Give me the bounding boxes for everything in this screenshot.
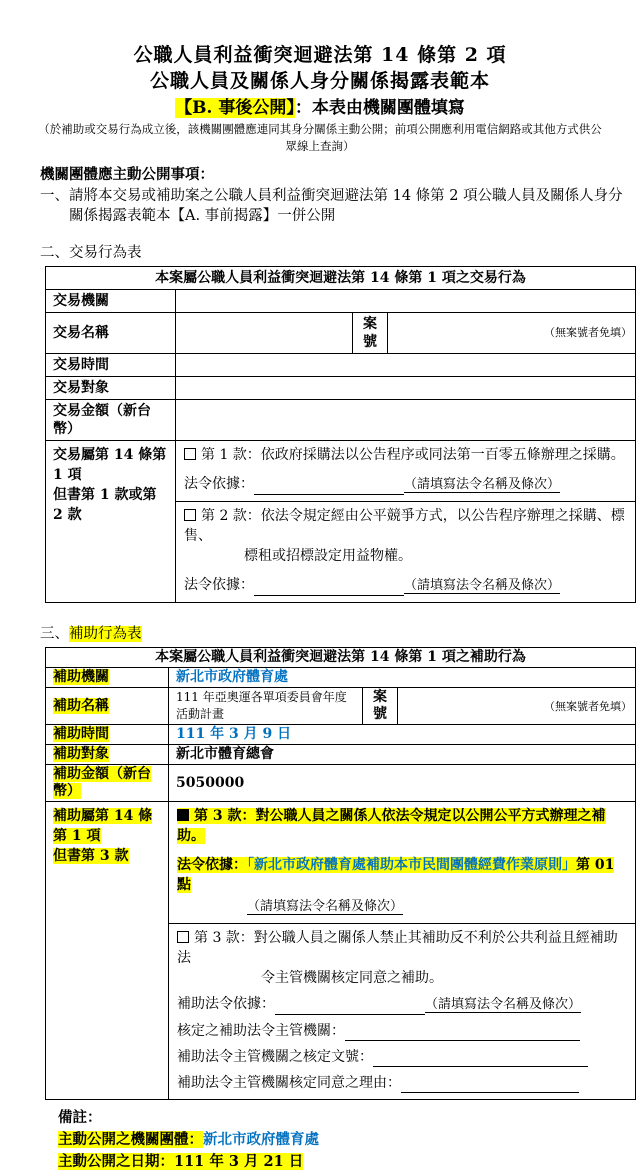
law-basis-note: （請填寫法令名稱及條次）: [404, 477, 561, 492]
transaction-agency-field[interactable]: [176, 290, 636, 313]
publishing-org-value: 新北市政府體育處: [203, 1131, 319, 1148]
publishing-org-line: [58, 1129, 640, 1150]
table-row: [46, 668, 636, 688]
law-basis-label: 法令依據：: [184, 476, 254, 492]
subsidy-checked-law-line: [177, 855, 627, 895]
transaction-clause-label: [46, 441, 176, 603]
table-row: [46, 354, 636, 377]
publication-type-suffix: ：本表由機關團體填寫: [294, 98, 465, 118]
law-basis-label: 法令依據：: [177, 857, 247, 873]
transaction-counterparty-field[interactable]: [176, 377, 636, 400]
checkbox-unchecked-icon[interactable]: [177, 931, 189, 943]
subsidy-unchecked-option-text-line1: 第 3 款：對公職人員之關係人禁止其補助反不利於公共利益且經補助法: [177, 930, 618, 966]
subsidy-name-label: 補助名稱: [46, 688, 169, 725]
transaction-name-label: 交易名稱: [46, 313, 176, 354]
subsidy-amount-value: 5050000: [169, 765, 636, 802]
subsidy-case-no-note: （無案號者免填）: [398, 688, 636, 725]
law-basis-name: 「新北市政府體育處補助本市民間團體經費作業原則」: [247, 857, 576, 873]
table-row: [46, 267, 636, 290]
transaction-amount-field[interactable]: [176, 400, 636, 441]
subsidy-doc-no-line: [177, 1047, 627, 1067]
subsidy-approver-label: 核定之補助法令主管機關：: [177, 1023, 345, 1039]
subsidy-approver-line: [177, 1021, 627, 1041]
notice-item-1: [40, 186, 632, 226]
transaction-option2-text-line1: 第 2 款：依法令規定經由公平競爭方式，以公告程序辦理之採購、標售、: [184, 508, 625, 544]
law-basis-note: （請填寫法令名稱及條次）: [404, 578, 561, 593]
transaction-option1-law-line: [184, 474, 627, 495]
subsidy-checked-option-cell: [169, 802, 636, 924]
transaction-time-label: 交易時間: [46, 354, 176, 377]
transaction-clause-label-line1: 交易屬第 14 條第 1 項: [53, 447, 167, 483]
transaction-option2-cell: [176, 502, 636, 603]
subsidy-checked-option-line: [177, 806, 627, 846]
subsidy-amount-label: 補助金額（新台幣）: [46, 765, 169, 802]
table-row: [46, 441, 636, 502]
checkbox-unchecked-icon[interactable]: [184, 509, 196, 521]
transaction-time-field[interactable]: [176, 354, 636, 377]
header-parenthetical-note: （於補助或交易行為成立後，該機關團體應連同其身分關係主動公開；前項公開應利用電信網路或其他方式供公眾線上查詢）: [38, 122, 602, 153]
subsidy-target-value: 新北市體育總會: [169, 745, 636, 765]
table-row: [46, 648, 636, 668]
subsidy-heading-highlight: 補助行為表: [69, 626, 142, 642]
table-row: [46, 802, 636, 924]
subsidy-checked-law-note: （請填寫法令名稱及條次）: [247, 899, 404, 914]
transaction-option2-line: [184, 506, 627, 546]
publication-type-badge: 【B. 事後公開】: [175, 98, 295, 118]
transaction-case-no-note: （無案號者免填）: [388, 313, 636, 354]
subsidy-clause-label: [46, 802, 169, 1100]
publishing-date-text: 主動公開之日期：111 年 3 月 21 日: [58, 1153, 304, 1170]
subsidy-clause-label-line1: 補助屬第 14 條第 1 項: [53, 808, 153, 844]
subsidy-table: [45, 647, 636, 1100]
transaction-amount-label: 交易金額（新台幣）: [46, 400, 176, 441]
subsidy-time-label: 補助時間: [46, 725, 169, 745]
checkbox-checked-icon[interactable]: [177, 809, 189, 821]
subsidy-target-label: 補助對象: [46, 745, 169, 765]
notice-heading: 機關團體應主動公開事項：: [40, 166, 214, 183]
subsidy-approver-field[interactable]: [345, 1026, 580, 1041]
subsidy-reason-label: 補助法令主管機關核定同意之理由：: [177, 1075, 401, 1091]
table-row: [46, 725, 636, 745]
subsidy-reason-line: [177, 1073, 627, 1093]
law-basis-field[interactable]: [254, 581, 404, 596]
publishing-date-line: [58, 1151, 640, 1172]
subsidy-unchecked-option-line: [177, 928, 627, 968]
transaction-option1-line: [184, 445, 627, 465]
subsidy-unchecked-option-text-line2: 令主管機關核定同意之補助。: [261, 970, 443, 986]
subsidy-law-basis-line: [177, 994, 627, 1015]
subsidy-doc-no-field[interactable]: [373, 1052, 588, 1067]
law-basis-field[interactable]: [254, 480, 404, 495]
transaction-table-title: 本案屬公職人員利益衝突迴避法第 14 條第 1 項之交易行為: [46, 267, 636, 290]
subsidy-law-basis-field[interactable]: [275, 1000, 425, 1015]
checkbox-unchecked-icon[interactable]: [184, 448, 196, 460]
publishing-org-label: 主動公開之機關團體：: [58, 1131, 203, 1148]
transaction-counterparty-label: 交易對象: [46, 377, 176, 400]
transaction-option2-law-line: [184, 575, 627, 596]
transaction-option1-text: 第 1 款：依政府採購法以公告程序或同法第一百零五條辦理之採購。: [201, 447, 625, 463]
subsidy-reason-field[interactable]: [401, 1078, 579, 1093]
notice-item-1-marker: 一、: [40, 188, 69, 204]
law-basis-point: 第 01 點: [177, 857, 615, 893]
transaction-agency-label: 交易機關: [46, 290, 176, 313]
remark-label: 備註：: [58, 1109, 102, 1126]
table-row: [46, 688, 636, 725]
page-title-line2: 公職人員及關係人身分關係揭露表範本: [149, 70, 490, 92]
subsidy-clause-label-line2: 但書第 3 款: [53, 848, 129, 864]
table-row: [46, 765, 636, 802]
transaction-section-heading: 二、交易行為表: [40, 245, 142, 261]
subsidy-heading-marker: 三、: [40, 626, 69, 642]
subsidy-section-heading: [40, 624, 640, 644]
law-basis-label: 法令依據：: [184, 577, 254, 593]
transaction-clause-label-line2: 但書第 1 款或第 2 款: [53, 487, 157, 523]
page-title-line1: 公職人員利益衝突迴避法第 14 條第 2 項: [133, 44, 507, 66]
publication-type-line: [0, 96, 640, 120]
table-row: [46, 377, 636, 400]
transaction-table: [45, 266, 636, 603]
footer-notes: [58, 1108, 640, 1172]
table-row: [46, 313, 636, 354]
subsidy-table-title: 本案屬公職人員利益衝突迴避法第 14 條第 1 項之補助行為: [46, 648, 636, 668]
subsidy-agency-value: 新北市政府體育處: [169, 668, 636, 688]
subsidy-agency-label: 補助機關: [46, 668, 169, 688]
table-row: [46, 745, 636, 765]
document-header: [0, 0, 640, 155]
subsidy-law-basis-note: （請填寫法令名稱及條次）: [425, 997, 582, 1012]
table-row: [46, 290, 636, 313]
subsidy-checked-option-text: 第 3 款：對公職人員之關係人依法令規定以公開公平方式辦理之補助。: [177, 808, 606, 844]
subsidy-unchecked-option-cell: [169, 924, 636, 1100]
disclosure-notice: [40, 165, 632, 226]
subsidy-doc-no-label: 補助法令主管機關之核定文號：: [177, 1049, 373, 1065]
transaction-name-field[interactable]: [176, 313, 353, 354]
transaction-option2-text-line2: 標租或招標設定用益物權。: [244, 548, 412, 564]
table-row: [46, 400, 636, 441]
subsidy-law-basis-label: 補助法令依據：: [177, 996, 275, 1012]
transaction-option1-cell: [176, 441, 636, 502]
transaction-case-no-label: 案號: [353, 313, 388, 354]
notice-item-1-text: 請將本交易或補助案之公職人員利益衝突迴避法第 14 條第 2 項公職人員及關係人身分關係揭露表範本【A. 事前揭露】一併公開: [69, 188, 623, 224]
subsidy-name-value: 111 年亞奧運各單項委員會年度活動計畫: [169, 688, 363, 725]
subsidy-time-value: 111 年 3 月 9 日: [169, 725, 636, 745]
subsidy-case-no-label: 案號: [363, 688, 398, 725]
